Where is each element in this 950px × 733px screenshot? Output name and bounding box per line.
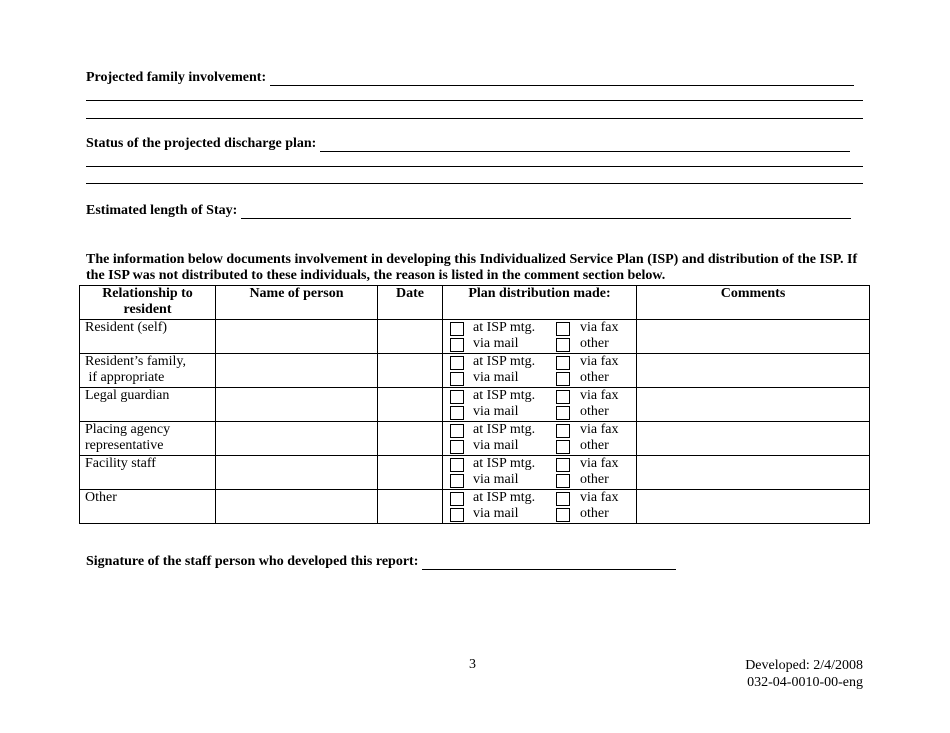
- isp-mtg-label: at ISP mtg.: [473, 456, 536, 471]
- via-fax-checkbox[interactable]: [556, 458, 570, 472]
- relationship-line2: representative: [85, 438, 164, 453]
- relationship-line1: Resident (self): [85, 320, 168, 335]
- via-mail-checkbox[interactable]: [450, 338, 464, 352]
- relationship-cell: [80, 422, 216, 456]
- family-involvement-field[interactable]: [86, 70, 854, 86]
- via-fax-label: via fax: [580, 320, 619, 335]
- distribution-cell: [443, 422, 637, 456]
- discharge-plan-line-3[interactable]: [86, 183, 863, 184]
- table-row: [80, 354, 870, 388]
- via-mail-checkbox[interactable]: [450, 406, 464, 420]
- signature-input-line[interactable]: [422, 557, 676, 570]
- isp-mtg-label: at ISP mtg.: [473, 320, 536, 335]
- via-mail-checkbox[interactable]: [450, 372, 464, 386]
- via-fax-label: via fax: [580, 354, 619, 369]
- distribution-cell: [443, 320, 637, 354]
- via-fax-label: via fax: [580, 388, 619, 403]
- isp-intro-text: The information below documents involvement in developing this Individualized Service Plan (ISP) and distribution of the ISP. If the ISP was not distributed to these individuals, the reason is listed in the comment section below.: [86, 252, 858, 283]
- comments-cell[interactable]: [637, 490, 870, 524]
- discharge-plan-input-line[interactable]: [320, 139, 850, 152]
- relationship-cell: [80, 320, 216, 354]
- comments-cell[interactable]: [637, 320, 870, 354]
- isp-mtg-checkbox[interactable]: [450, 458, 464, 472]
- header-relationship: [80, 286, 216, 320]
- isp-mtg-checkbox[interactable]: [450, 424, 464, 438]
- relationship-line2: if appropriate: [85, 370, 165, 385]
- name-cell[interactable]: [216, 388, 378, 422]
- other-label: other: [580, 404, 609, 419]
- date-cell[interactable]: [378, 456, 443, 490]
- via-fax-checkbox[interactable]: [556, 424, 570, 438]
- isp-mtg-label: at ISP mtg.: [473, 490, 536, 505]
- signature-label: Signature of the staff person who developed this report:: [86, 554, 419, 569]
- isp-involvement-table: [79, 285, 870, 524]
- signature-field[interactable]: [86, 554, 676, 570]
- other-checkbox[interactable]: [556, 372, 570, 386]
- relationship-cell: [80, 354, 216, 388]
- date-cell[interactable]: [378, 490, 443, 524]
- header-relationship-line2: resident: [123, 302, 172, 317]
- comments-cell[interactable]: [637, 388, 870, 422]
- isp-mtg-checkbox[interactable]: [450, 390, 464, 404]
- length-of-stay-field[interactable]: [86, 203, 851, 219]
- family-involvement-line-3[interactable]: [86, 118, 863, 119]
- isp-mtg-checkbox[interactable]: [450, 492, 464, 506]
- relationship-cell: [80, 456, 216, 490]
- other-checkbox[interactable]: [556, 474, 570, 488]
- via-fax-checkbox[interactable]: [556, 492, 570, 506]
- other-label: other: [580, 506, 609, 521]
- via-mail-label: via mail: [473, 404, 519, 419]
- via-mail-label: via mail: [473, 506, 519, 521]
- distribution-cell: [443, 490, 637, 524]
- relationship-line1: Other: [85, 490, 117, 505]
- table-row: [80, 388, 870, 422]
- via-fax-checkbox[interactable]: [556, 322, 570, 336]
- other-label: other: [580, 336, 609, 351]
- other-checkbox[interactable]: [556, 338, 570, 352]
- header-comments: Comments: [637, 286, 870, 320]
- other-label: other: [580, 438, 609, 453]
- date-cell[interactable]: [378, 320, 443, 354]
- relationship-cell: [80, 388, 216, 422]
- via-fax-label: via fax: [580, 490, 619, 505]
- distribution-cell: [443, 388, 637, 422]
- isp-mtg-checkbox[interactable]: [450, 356, 464, 370]
- via-mail-label: via mail: [473, 336, 519, 351]
- family-involvement-label: Projected family involvement:: [86, 70, 267, 85]
- name-cell[interactable]: [216, 456, 378, 490]
- via-mail-checkbox[interactable]: [450, 440, 464, 454]
- family-involvement-input-line[interactable]: [270, 73, 854, 86]
- table-row: [80, 422, 870, 456]
- comments-cell[interactable]: [637, 422, 870, 456]
- via-fax-checkbox[interactable]: [556, 356, 570, 370]
- distribution-cell: [443, 456, 637, 490]
- relationship-cell: [80, 490, 216, 524]
- comments-cell[interactable]: [637, 456, 870, 490]
- header-relationship-line1: Relationship to: [102, 286, 193, 301]
- via-mail-checkbox[interactable]: [450, 474, 464, 488]
- relationship-line1: Facility staff: [85, 456, 156, 471]
- via-mail-label: via mail: [473, 370, 519, 385]
- table-row: [80, 320, 870, 354]
- via-fax-label: via fax: [580, 422, 619, 437]
- isp-mtg-label: at ISP mtg.: [473, 422, 536, 437]
- via-mail-label: via mail: [473, 438, 519, 453]
- other-checkbox[interactable]: [556, 440, 570, 454]
- date-cell[interactable]: [378, 388, 443, 422]
- other-checkbox[interactable]: [556, 406, 570, 420]
- via-mail-checkbox[interactable]: [450, 508, 464, 522]
- header-name: Name of person: [216, 286, 378, 320]
- length-of-stay-input-line[interactable]: [241, 206, 851, 219]
- relationship-line1: Legal guardian: [85, 388, 170, 403]
- discharge-plan-label: Status of the projected discharge plan:: [86, 136, 317, 151]
- form-code: 032-04-0010-00-eng: [747, 675, 863, 690]
- name-cell[interactable]: [216, 422, 378, 456]
- discharge-plan-line-2[interactable]: [86, 166, 863, 167]
- isp-mtg-label: at ISP mtg.: [473, 354, 536, 369]
- relationship-line1: Placing agency: [85, 422, 171, 437]
- date-cell[interactable]: [378, 354, 443, 388]
- isp-mtg-checkbox[interactable]: [450, 322, 464, 336]
- name-cell[interactable]: [216, 354, 378, 388]
- isp-mtg-label: at ISP mtg.: [473, 388, 536, 403]
- table-row: [80, 490, 870, 524]
- relationship-line1: Resident’s family,: [85, 354, 186, 369]
- name-cell[interactable]: [216, 320, 378, 354]
- other-label: other: [580, 370, 609, 385]
- via-fax-checkbox[interactable]: [556, 390, 570, 404]
- comments-cell[interactable]: [637, 354, 870, 388]
- via-mail-label: via mail: [473, 472, 519, 487]
- other-checkbox[interactable]: [556, 508, 570, 522]
- header-date: Date: [378, 286, 443, 320]
- via-fax-label: via fax: [580, 456, 619, 471]
- length-of-stay-label: Estimated length of Stay:: [86, 203, 238, 218]
- table-row: [80, 456, 870, 490]
- discharge-plan-field[interactable]: [86, 136, 850, 152]
- family-involvement-line-2[interactable]: [86, 100, 863, 101]
- page-number: 3: [469, 657, 476, 672]
- header-distribution: Plan distribution made:: [443, 286, 637, 320]
- distribution-cell: [443, 354, 637, 388]
- date-cell[interactable]: [378, 422, 443, 456]
- developed-date: Developed: 2/4/2008: [745, 658, 863, 673]
- name-cell[interactable]: [216, 490, 378, 524]
- table-header-row: [80, 286, 870, 320]
- form-footer: [745, 657, 863, 691]
- other-label: other: [580, 472, 609, 487]
